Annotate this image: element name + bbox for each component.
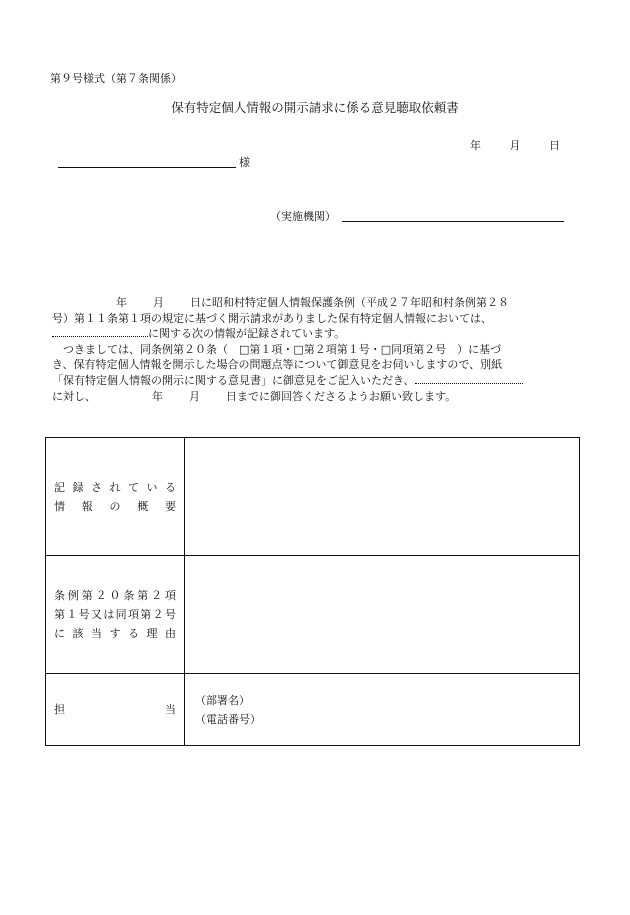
table-label-line: に 該 当 す る 理 由 (54, 627, 176, 640)
body-line: 号）第１１条第１項の規定に基づく開示請求がありました保有特定個人情報においては、 (52, 311, 492, 325)
contact-field[interactable] (185, 674, 580, 746)
date-year-label: 年 (470, 139, 481, 152)
implementing-agency-line (342, 221, 564, 222)
reason-label (46, 556, 185, 674)
phone-label: （電話番号） (195, 712, 261, 726)
table-label-line: 条 例 第 ２ ０ 条 第 ２ 項 (54, 589, 176, 602)
table-row (46, 556, 580, 674)
body-month-label: 月 (153, 296, 164, 309)
implementing-agency-label: （実施機関） (270, 210, 336, 223)
table-label-line: 情 報 の 概 要 (54, 499, 176, 513)
table-row (46, 674, 580, 746)
dotted-blank (415, 373, 523, 384)
contact-label (46, 674, 185, 746)
date-month-label: 月 (509, 139, 521, 152)
body-line: に関する次の情報が記録されています。 (52, 326, 568, 342)
contact-label-text: 担 当 (54, 703, 176, 716)
request-body (52, 295, 568, 404)
body-line: つきましては、同条例第２０条（ □第１項・□第２項第１号・□同項第２号 ）に基づ (63, 342, 502, 356)
body-line: 「保有特定個人情報の開示に関する意見書」に御意見をご記入いただき、 (52, 373, 568, 389)
recipient-honorific: 様 (239, 156, 250, 169)
table-label-line: 記 録 さ れ て い る (54, 480, 176, 494)
table-row (46, 438, 580, 556)
date-line (470, 137, 560, 153)
reply-month-label: 月 (189, 389, 200, 403)
body-line: 年 月 日に昭和村特定個人情報保護条例（平成２７年昭和村条例第２８ (116, 296, 509, 309)
dotted-blank (52, 326, 148, 337)
recipient-name-line (58, 167, 236, 168)
reply-year-label: 年 (152, 389, 163, 403)
opinion-request-table (45, 437, 580, 746)
date-day-label: 日 (549, 139, 560, 152)
reason-field[interactable] (185, 556, 580, 674)
department-label: （部署名） (195, 693, 250, 707)
body-year-label: 年 (116, 296, 127, 309)
body-line: に対し、 年 月 日までに御回答くださるようお願い致します。 (52, 389, 457, 403)
form-number: 第９号様式（第７条関係） (50, 72, 182, 85)
body-line: き、保有特定個人情報を開示した場合の問題点等について御意見をお伺いしますので、別紙 (52, 358, 503, 372)
table-label-line: 第 １ 号 又 は 同 項 第 ２ 号 (54, 608, 176, 621)
document-title: 保有特定個人情報の開示請求に係る意見聴取依頼書 (171, 100, 459, 115)
recorded-info-field[interactable] (185, 438, 580, 556)
recorded-info-label (46, 438, 185, 556)
